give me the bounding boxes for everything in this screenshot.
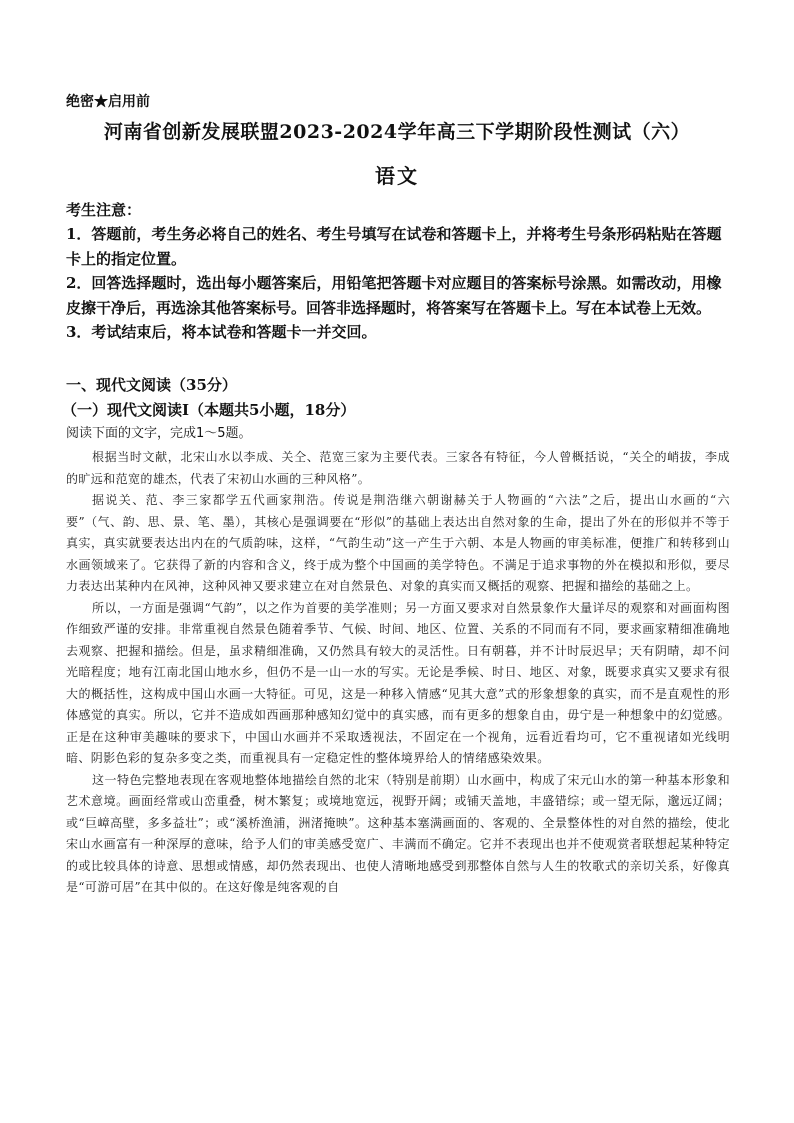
passage-paragraph-2: 据说关、范、李三家都学五代画家荆浩。传说是荆浩继六朝谢赫关于人物画的“六法”之后，提出山水画的“六要”（气、韵、思、景、笔、墨），其核心是强调要在“形似”的基础上表达出自然对象的生命，提出了外在的形似并不等于真实，真实就要表达出内在的气质韵味，这样，“气韵生动”这一产生于六朝、本是人物画的审美标准，便推广和转移到山水画领域来了。它获得了新的内容和含义，终于成为整个中国画的美学特色。不满足于追求事物的外在模拟和形似，要尽力表达出某种内在风神，这种风神又要求建立在对自然景色、对象的真实而又概括的观察、把握和描绘的基础之上。 [66,493,730,593]
passage-paragraph-3: 所以，一方面是强调“气韵”，以之作为首要的美学准则；另一方面又要求对自然景象作大量详尽的观察和对画面构图作细致严谨的安排。非常重视自然景色随着季节、气候、时间、地区、位置、关系的不同而有不同，要求画家精细准确地去观察、把握和描绘。但是，虽求精细准确，又仍然具有较大的灵活性。日有朝暮，并不计时辰迟早；天有阴晴，却不问光暗程度；地有江南北国山地水乡，但仍不是一山一水的写实。无论是季候、时日、地区、对象，既要求真实又要求有很大的概括性，这构成中国山水画一大特征。可见，这是一种移入情感“见其大意”式的形象想象的真实，而不是直观性的形体感觉的真实。所以，它并不造成如西画那种感知幻觉中的真实感，而有更多的想象自由，毋宁是一种想象中的幻觉感。正是在这种审美趣味的要求下，中国山水画并不采取透视法，不固定在一个视角，远看近看均可，它不重视诸如光线明暗、阴影色彩的复杂多变之类，而重视具有一定稳定性的整体境界给人的情绪感染效果。 [66,600,730,765]
secret-mark: 绝密★启用前 [66,94,150,110]
note-item-2: 2．回答选择题时，选出每小题答案后，用铅笔把答题卡对应题目的答案标号涂黑。如需改动，用橡皮擦干净后，再选涂其他答案标号。回答非选择题时，将答案写在答题卡上。写在本试卷上无效。 [66,274,722,317]
reading-instruction: 阅读下面的文字，完成1～5题。 [66,426,252,441]
reading-passage [66,447,730,899]
note-item-3: 3．考试结束后，将本试卷和答题卡一并交回。 [66,323,377,341]
exam-title: 河南省创新发展联盟2023-2024学年高三下学期阶段性测试（六） [103,121,691,143]
section-heading: 一、现代文阅读（35分） [66,376,237,394]
passage-paragraph-4: 这一特色完整地表现在客观地整体地描绘自然的北宋（特别是前期）山水画中，构成了宋元山水的第一种基本形象和艺术意境。画面经常或山峦重叠，树木繁复；或境地宽远，视野开阔；或铺天盖地，丰盛错综；或一望无际，邈远辽阔；或“巨嶂高壁，多多益壮”；或“溪桥渔浦，洲渚掩映”。这种基本塞满画面的、客观的、全景整体性的对自然的描绘，使北宋山水画富有一种深厚的意味，给予人们的审美感受宽广、丰满而不确定。它并不表现出也并不使观赏者联想起某种特定的或比较具体的诗意、思想或情感，却仍然表现出、也使人清晰地感受到那整体自然与人生的牧歌式的亲切关系，好像真是“可游可居”在其中似的。在这好像是纯客观的自 [66,772,730,894]
subject-title: 语文 [375,164,419,188]
note-item-1: 1．答题前，考生务必将自己的姓名、考生号填写在试卷和答题卡上，并将考生号条形码粘贴在答题卡上的指定位置。 [66,225,722,268]
exam-notes [66,198,730,345]
passage-paragraph-1: 根据当时文献，北宋山水以李成、关仝、范宽三家为主要代表。三家各有特征，今人曾概括说，“关仝的峭拔，李成的旷远和范宽的雄杰，代表了宋初山水画的三种风格”。 [66,450,730,486]
notes-heading: 考生注意： [66,201,142,219]
subsection-heading: （一）现代文阅读Ⅰ（本题共5小题，18分） [62,401,356,419]
